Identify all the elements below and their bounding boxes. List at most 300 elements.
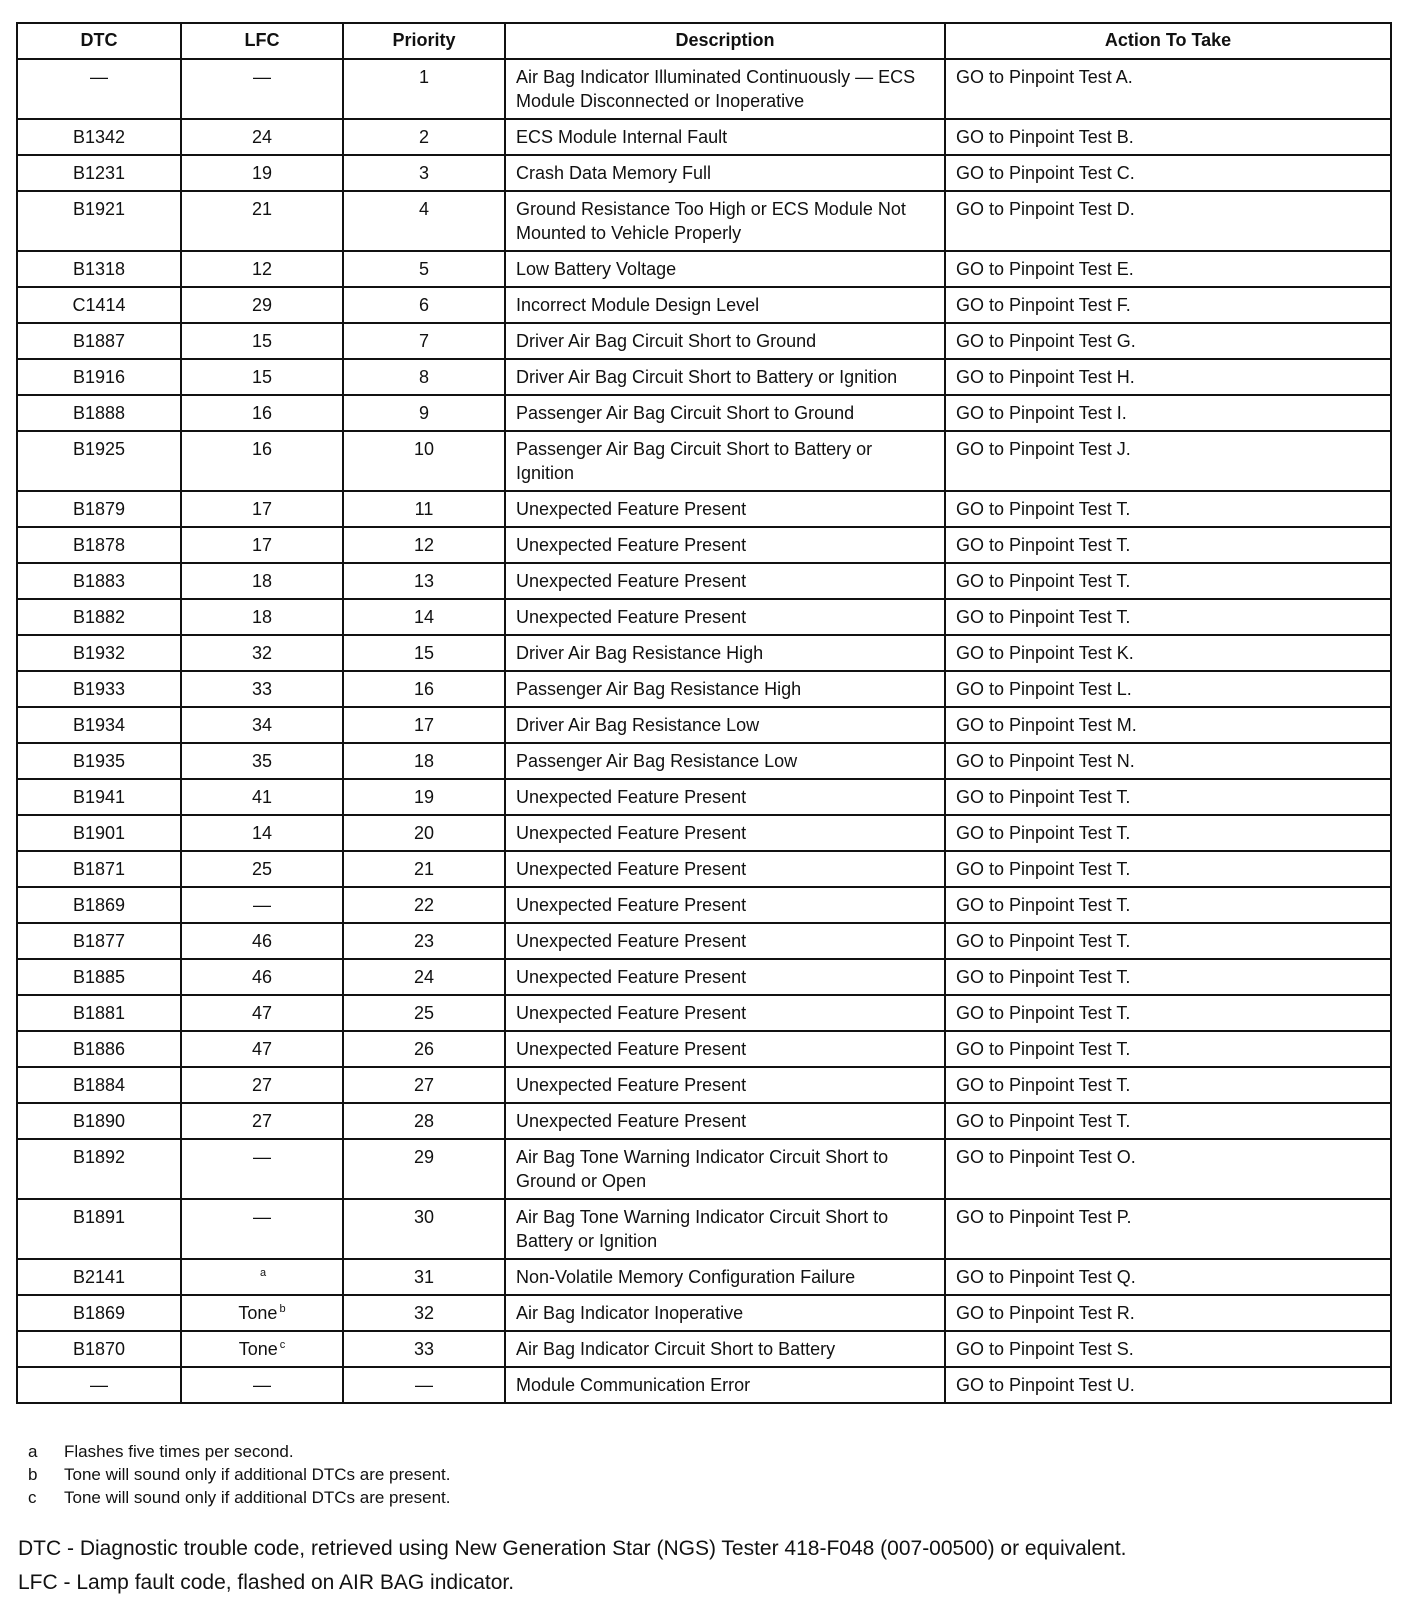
- cell-lfc-text: —: [253, 1375, 271, 1395]
- cell-dtc-text: B1877: [72, 931, 126, 951]
- cell-priority-text: 3: [418, 163, 429, 183]
- cell-description: [505, 851, 945, 887]
- cell-priority: [343, 671, 505, 707]
- cell-action: [945, 119, 1391, 155]
- definition-lfc: LFC - Lamp fault code, flashed on AIR BAG indicator.: [18, 1571, 515, 1594]
- cell-dtc: [17, 1367, 181, 1403]
- cell-priority: [343, 59, 505, 119]
- table-row: [17, 599, 1391, 635]
- table-header: [17, 23, 1391, 59]
- cell-dtc: [17, 1067, 181, 1103]
- cell-description-text: Unexpected Feature Present: [516, 1075, 747, 1095]
- cell-priority-text: 6: [418, 295, 429, 315]
- cell-description-text: Passenger Air Bag Resistance High: [516, 679, 802, 699]
- cell-dtc: [17, 1331, 181, 1367]
- cell-dtc-text: B1342: [72, 127, 126, 147]
- cell-description: [505, 779, 945, 815]
- cell-lfc-text: 16: [251, 439, 273, 459]
- cell-priority-text: 8: [418, 367, 429, 387]
- cell-description-text: Module Communication Error: [516, 1375, 751, 1395]
- cell-action: [945, 491, 1391, 527]
- cell-description-text: Crash Data Memory Full: [516, 163, 712, 183]
- cell-priority: [343, 1067, 505, 1103]
- cell-lfc: [181, 527, 343, 563]
- cell-description: [505, 155, 945, 191]
- cell-lfc-text: 35: [251, 751, 273, 771]
- cell-priority: [343, 959, 505, 995]
- header-action: Action To Take: [945, 23, 1391, 59]
- table-row: [17, 707, 1391, 743]
- cell-action: [945, 1199, 1391, 1259]
- cell-dtc: [17, 635, 181, 671]
- cell-lfc-text: 15: [251, 331, 273, 351]
- table-row: [17, 191, 1391, 251]
- cell-lfc-text: 27: [251, 1111, 273, 1131]
- cell-lfc-text: —: [253, 1207, 271, 1227]
- cell-dtc: [17, 395, 181, 431]
- cell-lfc: [181, 1331, 343, 1367]
- cell-dtc: [17, 1259, 181, 1295]
- cell-priority: [343, 887, 505, 923]
- table-row: [17, 995, 1391, 1031]
- cell-description: [505, 743, 945, 779]
- footnote-b: [28, 1463, 1368, 1486]
- header-description: Description: [505, 23, 945, 59]
- cell-description-text: Passenger Air Bag Circuit Short to Ground: [516, 403, 855, 423]
- cell-priority-text: 12: [413, 535, 435, 555]
- cell-lfc-text: 17: [251, 499, 273, 519]
- cell-priority-text: 29: [413, 1147, 435, 1167]
- definitions: [18, 1532, 1398, 1600]
- cell-priority: [343, 1367, 505, 1403]
- cell-dtc-text: B1871: [72, 859, 126, 879]
- cell-lfc-text: 32: [251, 643, 273, 663]
- cell-lfc: [181, 959, 343, 995]
- cell-priority-text: 10: [413, 439, 435, 459]
- cell-action: [945, 1103, 1391, 1139]
- cell-action-text: GO to Pinpoint Test I.: [956, 403, 1127, 423]
- cell-action-text: GO to Pinpoint Test L.: [956, 679, 1132, 699]
- cell-lfc-text: 18: [251, 607, 273, 627]
- cell-dtc: [17, 59, 181, 119]
- cell-action-text: GO to Pinpoint Test T.: [956, 607, 1131, 627]
- cell-dtc-text: B1231: [72, 163, 126, 183]
- cell-action-text: GO to Pinpoint Test E.: [956, 259, 1134, 279]
- cell-description-text: Unexpected Feature Present: [516, 535, 747, 555]
- cell-description: [505, 119, 945, 155]
- cell-priority-text: 33: [413, 1339, 435, 1359]
- cell-description-text: Driver Air Bag Resistance High: [516, 643, 764, 663]
- cell-description-text: Low Battery Voltage: [516, 259, 677, 279]
- table-row: [17, 1139, 1391, 1199]
- cell-action: [945, 599, 1391, 635]
- cell-lfc-text: 18: [251, 571, 273, 591]
- cell-description-text: Air Bag Indicator Inoperative: [516, 1303, 744, 1323]
- cell-action-text: GO to Pinpoint Test T.: [956, 823, 1131, 843]
- cell-action: [945, 707, 1391, 743]
- footnote-text: Tone will sound only if additional DTCs are present.: [64, 1488, 451, 1507]
- cell-priority-text: 32: [413, 1303, 435, 1323]
- cell-action: [945, 743, 1391, 779]
- cell-priority-text: 9: [418, 403, 429, 423]
- cell-dtc: [17, 251, 181, 287]
- cell-lfc: [181, 119, 343, 155]
- cell-priority: [343, 851, 505, 887]
- cell-description-text: ECS Module Internal Fault: [516, 127, 728, 147]
- cell-priority-text: 27: [413, 1075, 435, 1095]
- cell-lfc: [181, 287, 343, 323]
- cell-lfc: [181, 923, 343, 959]
- cell-action: [945, 1259, 1391, 1295]
- cell-dtc-text: B1934: [72, 715, 126, 735]
- cell-description: [505, 395, 945, 431]
- table-row: [17, 359, 1391, 395]
- cell-priority-text: 17: [413, 715, 435, 735]
- cell-priority-text: 18: [413, 751, 435, 771]
- cell-dtc-text: B1925: [72, 439, 126, 459]
- cell-description: [505, 563, 945, 599]
- cell-description-text: Incorrect Module Design Level: [516, 295, 760, 315]
- table-row: [17, 527, 1391, 563]
- cell-lfc: [181, 671, 343, 707]
- table-row: [17, 635, 1391, 671]
- cell-description: [505, 1259, 945, 1295]
- cell-dtc-text: B1921: [72, 199, 126, 219]
- cell-action-text: GO to Pinpoint Test N.: [956, 751, 1135, 771]
- cell-priority-text: 22: [413, 895, 435, 915]
- cell-lfc-text: 16: [251, 403, 273, 423]
- cell-lfc-text: 46: [251, 967, 273, 987]
- cell-priority: [343, 395, 505, 431]
- cell-action-text: GO to Pinpoint Test J.: [956, 439, 1131, 459]
- cell-description-text: Air Bag Tone Warning Indicator Circuit Short to Ground or Open: [516, 1147, 889, 1191]
- cell-dtc-text: —: [90, 67, 108, 87]
- footnote-letter: c: [28, 1488, 37, 1507]
- cell-dtc: [17, 671, 181, 707]
- cell-dtc: [17, 431, 181, 491]
- cell-lfc-text: —: [253, 1147, 271, 1167]
- cell-priority: [343, 431, 505, 491]
- cell-priority-text: 28: [413, 1111, 435, 1131]
- cell-dtc-text: B1318: [72, 259, 126, 279]
- cell-priority: [343, 251, 505, 287]
- cell-dtc: [17, 323, 181, 359]
- cell-priority-text: 14: [413, 607, 435, 627]
- cell-description: [505, 431, 945, 491]
- cell-action: [945, 287, 1391, 323]
- table-row: [17, 563, 1391, 599]
- cell-action: [945, 815, 1391, 851]
- table-row: [17, 1331, 1391, 1367]
- cell-description: [505, 599, 945, 635]
- cell-lfc: [181, 1295, 343, 1331]
- cell-dtc: [17, 599, 181, 635]
- cell-dtc-text: B1884: [72, 1075, 126, 1095]
- cell-description: [505, 887, 945, 923]
- cell-description: [505, 59, 945, 119]
- cell-lfc: [181, 1259, 343, 1295]
- cell-description-text: Ground Resistance Too High or ECS Module Not Mounted to Vehicle Properly: [516, 199, 906, 243]
- cell-dtc-text: B1901: [72, 823, 126, 843]
- cell-lfc: [181, 779, 343, 815]
- table-row: [17, 1199, 1391, 1259]
- cell-lfc: [181, 563, 343, 599]
- cell-description-text: Air Bag Tone Warning Indicator Circuit Short to Battery or Ignition: [516, 1207, 889, 1251]
- cell-dtc: [17, 959, 181, 995]
- cell-lfc: [181, 59, 343, 119]
- cell-action-text: GO to Pinpoint Test R.: [956, 1303, 1135, 1323]
- cell-dtc: [17, 887, 181, 923]
- cell-lfc-text: 12: [251, 259, 273, 279]
- cell-description-text: Unexpected Feature Present: [516, 571, 747, 591]
- table-row: [17, 155, 1391, 191]
- cell-lfc: [181, 851, 343, 887]
- table-row: [17, 851, 1391, 887]
- cell-lfc-text: 29: [251, 295, 273, 315]
- cell-action-text: GO to Pinpoint Test T.: [956, 1075, 1131, 1095]
- cell-dtc-text: B1886: [72, 1039, 126, 1059]
- cell-dtc-text: B1881: [72, 1003, 126, 1023]
- cell-description: [505, 191, 945, 251]
- cell-description-text: Unexpected Feature Present: [516, 607, 747, 627]
- table-row: [17, 1259, 1391, 1295]
- cell-action: [945, 251, 1391, 287]
- cell-action-text: GO to Pinpoint Test O.: [956, 1147, 1136, 1167]
- footnote-marker: b: [279, 1303, 286, 1315]
- cell-description-text: Driver Air Bag Resistance Low: [516, 715, 760, 735]
- cell-dtc: [17, 1031, 181, 1067]
- cell-dtc-text: B1892: [72, 1147, 126, 1167]
- cell-action: [945, 1067, 1391, 1103]
- header-row: [17, 23, 1391, 59]
- cell-dtc-text: B1882: [72, 607, 126, 627]
- cell-dtc-text: B2141: [72, 1267, 126, 1287]
- cell-priority-text: 16: [413, 679, 435, 699]
- cell-priority-text: 23: [413, 931, 435, 951]
- cell-dtc: [17, 119, 181, 155]
- cell-description: [505, 323, 945, 359]
- cell-priority: [343, 743, 505, 779]
- footnote-marker: a: [259, 1267, 267, 1279]
- cell-priority-text: —: [415, 1375, 433, 1395]
- cell-priority: [343, 635, 505, 671]
- cell-priority: [343, 779, 505, 815]
- dtc-table: [16, 22, 1392, 1404]
- table-row: [17, 395, 1391, 431]
- cell-lfc: [181, 995, 343, 1031]
- cell-lfc: [181, 359, 343, 395]
- cell-action-text: GO to Pinpoint Test T.: [956, 787, 1131, 807]
- cell-dtc-text: B1916: [72, 367, 126, 387]
- cell-action-text: GO to Pinpoint Test S.: [956, 1339, 1134, 1359]
- cell-priority: [343, 815, 505, 851]
- cell-action: [945, 635, 1391, 671]
- cell-lfc-text: 46: [251, 931, 273, 951]
- footnote-c: [28, 1486, 1368, 1509]
- cell-action-text: GO to Pinpoint Test T.: [956, 931, 1131, 951]
- table-row: [17, 323, 1391, 359]
- footnote-text: Tone will sound only if additional DTCs are present.: [64, 1465, 451, 1484]
- cell-dtc: [17, 995, 181, 1031]
- cell-description-text: Unexpected Feature Present: [516, 931, 747, 951]
- cell-action-text: GO to Pinpoint Test A.: [956, 67, 1133, 87]
- table-row: [17, 671, 1391, 707]
- cell-lfc: [181, 431, 343, 491]
- table-body: [17, 59, 1391, 1403]
- cell-lfc: [181, 1139, 343, 1199]
- cell-dtc-text: B1878: [72, 535, 126, 555]
- cell-description-text: Unexpected Feature Present: [516, 499, 747, 519]
- cell-priority: [343, 1331, 505, 1367]
- footnote-letter: b: [28, 1465, 38, 1484]
- cell-action: [945, 191, 1391, 251]
- cell-dtc-text: B1885: [72, 967, 126, 987]
- cell-lfc: [181, 635, 343, 671]
- cell-dtc: [17, 743, 181, 779]
- cell-dtc-text: B1935: [72, 751, 126, 771]
- cell-description: [505, 1067, 945, 1103]
- cell-action: [945, 527, 1391, 563]
- cell-action: [945, 1295, 1391, 1331]
- cell-description: [505, 923, 945, 959]
- cell-action-text: GO to Pinpoint Test B.: [956, 127, 1134, 147]
- cell-lfc: [181, 1199, 343, 1259]
- cell-dtc-text: C1414: [72, 295, 126, 315]
- cell-dtc-text: B1890: [72, 1111, 126, 1131]
- cell-dtc: [17, 779, 181, 815]
- cell-priority: [343, 1139, 505, 1199]
- cell-lfc: [181, 1067, 343, 1103]
- cell-lfc-text: 47: [251, 1003, 273, 1023]
- cell-lfc-text: 34: [251, 715, 273, 735]
- cell-priority-text: 4: [418, 199, 429, 219]
- footnotes: [28, 1440, 1368, 1509]
- cell-lfc-text: 19: [251, 163, 273, 183]
- cell-priority-text: 13: [413, 571, 435, 591]
- cell-dtc-text: B1869: [72, 895, 126, 915]
- header-dtc: DTC: [17, 23, 181, 59]
- cell-action: [945, 959, 1391, 995]
- cell-priority-text: 7: [418, 331, 429, 351]
- table-row: [17, 959, 1391, 995]
- cell-lfc: [181, 251, 343, 287]
- cell-lfc-text: 47: [251, 1039, 273, 1059]
- cell-description-text: Unexpected Feature Present: [516, 859, 747, 879]
- table-row: [17, 491, 1391, 527]
- cell-action-text: GO to Pinpoint Test K.: [956, 643, 1134, 663]
- cell-priority-text: 31: [413, 1267, 435, 1287]
- cell-priority-text: 1: [418, 67, 429, 87]
- table-row: [17, 119, 1391, 155]
- cell-lfc-text: —: [253, 67, 271, 87]
- cell-dtc-text: B1932: [72, 643, 126, 663]
- cell-dtc: [17, 1295, 181, 1331]
- cell-priority: [343, 599, 505, 635]
- cell-lfc-text: 25: [251, 859, 273, 879]
- cell-priority: [343, 119, 505, 155]
- cell-lfc-text: 14: [251, 823, 273, 843]
- cell-dtc: [17, 923, 181, 959]
- table-row: [17, 887, 1391, 923]
- cell-dtc: [17, 527, 181, 563]
- cell-action: [945, 887, 1391, 923]
- cell-dtc: [17, 707, 181, 743]
- cell-priority: [343, 1031, 505, 1067]
- cell-action-text: GO to Pinpoint Test T.: [956, 499, 1131, 519]
- cell-action: [945, 395, 1391, 431]
- cell-description: [505, 995, 945, 1031]
- cell-dtc: [17, 491, 181, 527]
- cell-action: [945, 1139, 1391, 1199]
- table-row: [17, 1367, 1391, 1403]
- header-priority: Priority: [343, 23, 505, 59]
- cell-action: [945, 923, 1391, 959]
- cell-action-text: GO to Pinpoint Test T.: [956, 1003, 1131, 1023]
- cell-priority: [343, 563, 505, 599]
- cell-action-text: GO to Pinpoint Test C.: [956, 163, 1135, 183]
- cell-dtc-text: B1870: [72, 1339, 126, 1359]
- cell-action: [945, 563, 1391, 599]
- table-row: [17, 815, 1391, 851]
- cell-lfc-text: 17: [251, 535, 273, 555]
- cell-dtc: [17, 851, 181, 887]
- cell-description: [505, 959, 945, 995]
- cell-lfc: [181, 323, 343, 359]
- cell-action: [945, 779, 1391, 815]
- cell-description: [505, 1103, 945, 1139]
- cell-action-text: GO to Pinpoint Test F.: [956, 295, 1131, 315]
- cell-description-text: Air Bag Indicator Illuminated Continuously — ECS Module Disconnected or Inoperative: [516, 67, 916, 111]
- cell-description-text: Unexpected Feature Present: [516, 787, 747, 807]
- cell-lfc-text: —: [253, 895, 271, 915]
- cell-lfc: [181, 1031, 343, 1067]
- cell-lfc-text: Tone: [238, 1303, 278, 1323]
- cell-action-text: GO to Pinpoint Test T.: [956, 535, 1131, 555]
- cell-lfc: [181, 1103, 343, 1139]
- cell-lfc: [181, 707, 343, 743]
- cell-action-text: GO to Pinpoint Test T.: [956, 967, 1131, 987]
- cell-priority-text: 15: [413, 643, 435, 663]
- cell-description: [505, 1139, 945, 1199]
- cell-dtc-text: —: [90, 1375, 108, 1395]
- table-row: [17, 251, 1391, 287]
- table-row: [17, 923, 1391, 959]
- cell-description-text: Air Bag Indicator Circuit Short to Battery: [516, 1339, 836, 1359]
- cell-priority: [343, 323, 505, 359]
- cell-priority: [343, 1103, 505, 1139]
- table-row: [17, 431, 1391, 491]
- cell-action: [945, 323, 1391, 359]
- cell-action-text: GO to Pinpoint Test T.: [956, 895, 1131, 915]
- table-row: [17, 59, 1391, 119]
- cell-dtc-text: B1933: [72, 679, 126, 699]
- cell-description-text: Unexpected Feature Present: [516, 1039, 747, 1059]
- cell-description-text: Unexpected Feature Present: [516, 1003, 747, 1023]
- cell-dtc: [17, 1103, 181, 1139]
- cell-lfc-text: 15: [251, 367, 273, 387]
- cell-description-text: Unexpected Feature Present: [516, 895, 747, 915]
- cell-description-text: Unexpected Feature Present: [516, 967, 747, 987]
- cell-description: [505, 491, 945, 527]
- cell-dtc-text: B1941: [72, 787, 126, 807]
- table-row: [17, 1067, 1391, 1103]
- cell-priority: [343, 1199, 505, 1259]
- cell-action-text: GO to Pinpoint Test M.: [956, 715, 1137, 735]
- cell-action-text: GO to Pinpoint Test T.: [956, 859, 1131, 879]
- cell-lfc: [181, 599, 343, 635]
- cell-priority-text: 25: [413, 1003, 435, 1023]
- cell-dtc-text: B1883: [72, 571, 126, 591]
